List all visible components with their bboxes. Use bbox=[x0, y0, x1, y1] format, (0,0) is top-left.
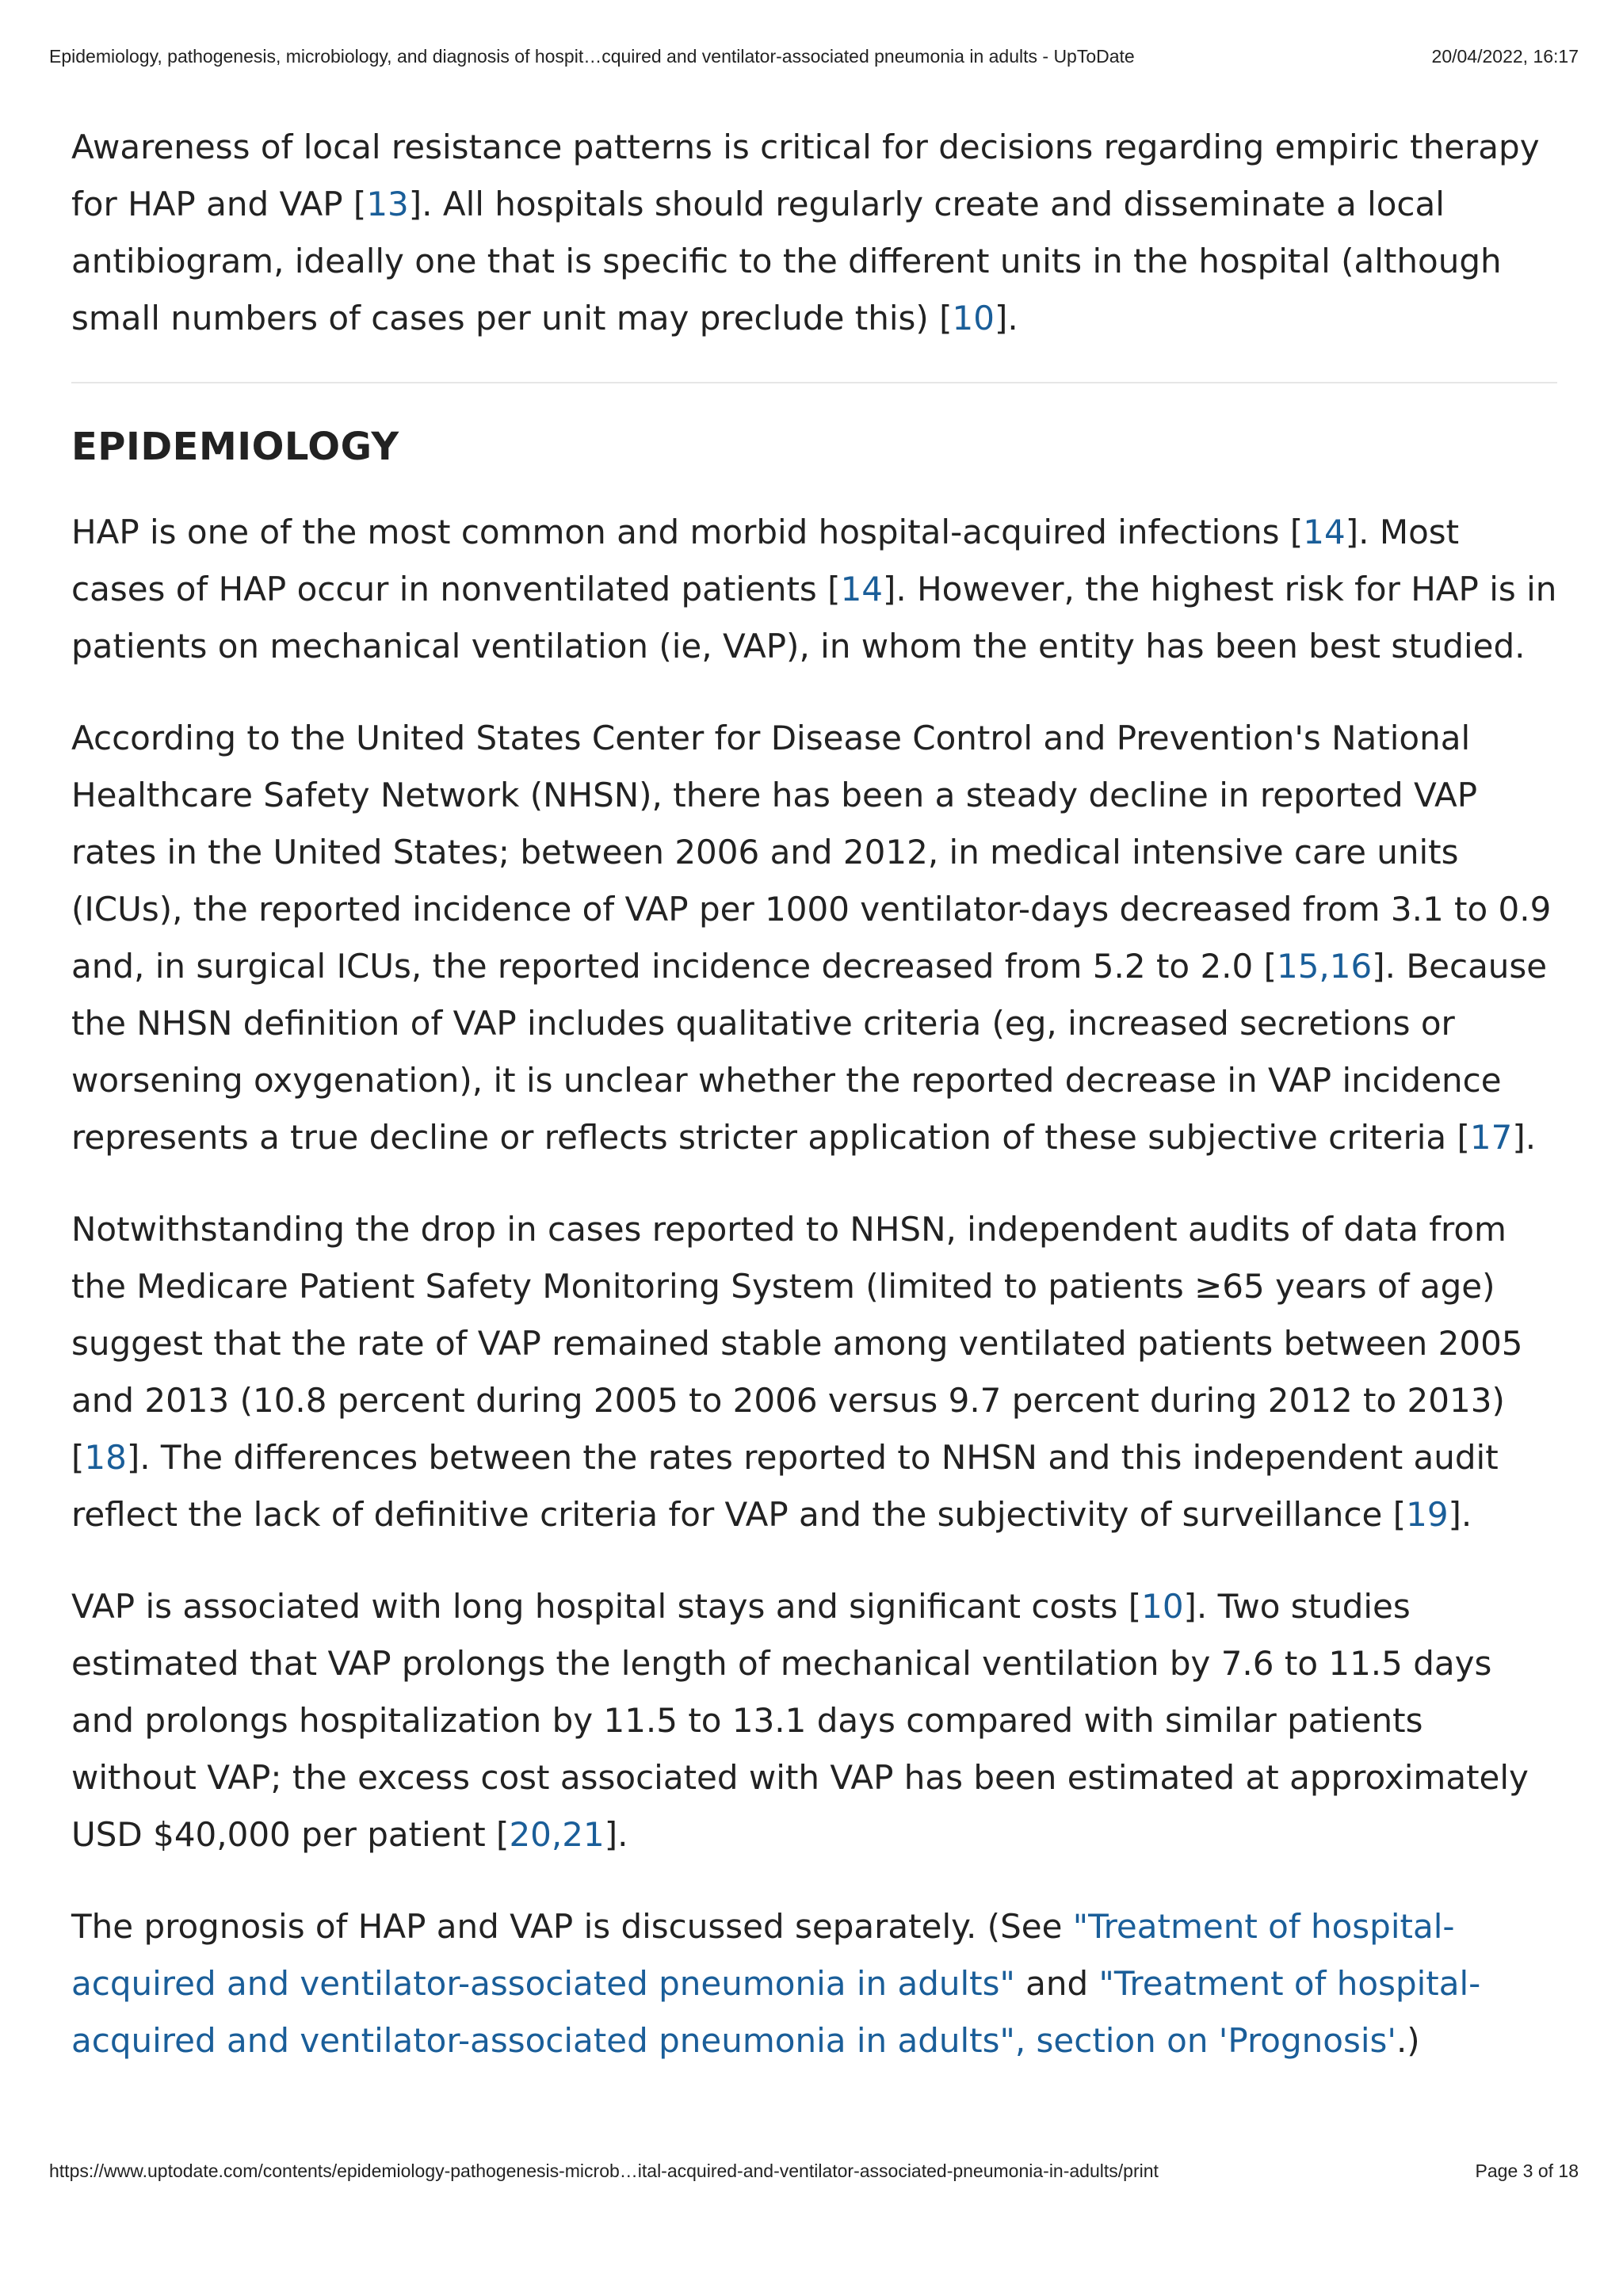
intro-paragraph bbox=[71, 119, 1557, 347]
print-header bbox=[49, 46, 1579, 67]
paragraph-text: ]. bbox=[994, 299, 1018, 338]
paragraph-text: .) bbox=[1396, 2021, 1420, 2060]
reference-link[interactable]: 14 bbox=[1303, 513, 1346, 551]
paragraph-text: ]. However, the highest risk for HAP is in patients on mechanical ventilation (ie, VAP), in whom the entity has been best studied. bbox=[71, 570, 1557, 666]
paragraph-text: According to the United States Center for Disease Control and Prevention's National Healthcare Safety Network (NHSN), there has been a steady decline in reported VAP rates in the United States; between 2006 and 2012, in medical intensive care units (ICUs), the reported incidence of VAP per 1000 ventilator-days decreased from 3.1 to 0.9 and, in surgical ICUs, the reported incidence decreased from 5.2 to 2.0 [ bbox=[71, 719, 1552, 986]
paragraph-text: ]. bbox=[604, 1815, 628, 1854]
reference-link[interactable]: 20,21 bbox=[509, 1815, 605, 1854]
epidemiology-paragraph-4 bbox=[71, 1578, 1557, 1863]
paragraph-text: ]. bbox=[1512, 1118, 1537, 1157]
paragraph-text: VAP is associated with long hospital stays and significant costs [ bbox=[71, 1587, 1142, 1626]
paragraph-text: ]. Most cases of HAP occur in nonventilated patients [ bbox=[71, 513, 1460, 608]
print-datetime: 20/04/2022, 16:17 bbox=[1431, 46, 1579, 67]
document-title: Epidemiology, pathogenesis, microbiology, and diagnosis of hospit…cquired and ventilator-associated pneumonia in adults - UpToDate bbox=[49, 46, 1135, 67]
section-heading-epidemiology: EPIDEMIOLOGY bbox=[71, 425, 399, 469]
reference-link[interactable]: 15,16 bbox=[1276, 947, 1373, 986]
paragraph-text: HAP is one of the most common and morbid hospital-acquired infections [ bbox=[71, 513, 1304, 551]
paragraph-text: and bbox=[1014, 1964, 1099, 2003]
reference-link[interactable]: 10 bbox=[952, 299, 995, 338]
page-number: Page 3 of 18 bbox=[1475, 2161, 1579, 2181]
reference-link[interactable]: 13 bbox=[366, 185, 409, 223]
reference-link[interactable]: 18 bbox=[84, 1438, 127, 1477]
reference-link[interactable]: 14 bbox=[840, 570, 884, 608]
topic-link-treatment[interactable]: "Treatment of hospital-acquired and ventilator-associated pneumonia in adults" bbox=[71, 1907, 1455, 2003]
epidemiology-paragraph-5 bbox=[71, 1898, 1557, 2069]
topic-link-prognosis[interactable]: "Treatment of hospital-acquired and ventilator-associated pneumonia in adults", section on 'Prognosis' bbox=[71, 1964, 1481, 2060]
section-divider bbox=[71, 382, 1557, 383]
reference-link[interactable]: 10 bbox=[1141, 1587, 1184, 1626]
print-footer bbox=[49, 2161, 1579, 2182]
epidemiology-paragraph-1 bbox=[71, 504, 1557, 675]
paragraph-text: ]. Because the NHSN definition of VAP includes qualitative criteria (eg, increased secretions or worsening oxygenation), it is unclear whether the reported decrease in VAP incidence represents a true decline or reflects stricter application of these subjective criteria [ bbox=[71, 947, 1548, 1157]
paragraph-text: The prognosis of HAP and VAP is discussed separately. (See bbox=[71, 1907, 1073, 1946]
paragraph-text: ]. The differences between the rates reported to NHSN and this independent audit reflect the lack of definitive criteria for VAP and the subjectivity of surveillance [ bbox=[71, 1438, 1499, 1534]
article-content bbox=[71, 119, 1557, 2104]
paragraph-text: Awareness of local resistance patterns is critical for decisions regarding empiric therapy for HAP and VAP [ bbox=[71, 128, 1540, 223]
reference-link[interactable]: 19 bbox=[1406, 1495, 1449, 1534]
paragraph-text: Notwithstanding the drop in cases reported to NHSN, independent audits of data from the Medicare Patient Safety Monitoring System (limited to patients ≥65 years of age) suggest that the rate of VAP remained stable among ventilated patients between 2005 and 2013 (10.8 percent during 2005 to 2006 versus 9.7 percent during 2012 to 2013) [ bbox=[71, 1210, 1523, 1477]
epidemiology-paragraph-2 bbox=[71, 710, 1557, 1166]
paragraph-text: ]. bbox=[1448, 1495, 1472, 1534]
paragraph-text: ]. Two studies estimated that VAP prolongs the length of mechanical ventilation by 7.6 to 11.5 days and prolongs hospitalization by 11.5 to 13.1 days compared with similar patients without VAP; the excess cost associated with VAP has been estimated at approximately USD $40,000 per patient [ bbox=[71, 1587, 1529, 1854]
reference-link[interactable]: 17 bbox=[1469, 1118, 1513, 1157]
paragraph-text: ]. All hospitals should regularly create and disseminate a local antibiogram, ideally one that is specific to the different units in the hospital (although small numbers of cases per unit may preclude this) [ bbox=[71, 185, 1502, 338]
page-url: https://www.uptodate.com/contents/epidemiology-pathogenesis-microb…ital-acquired-and-ventilator-associated-pneumonia-in-adults/print bbox=[49, 2161, 1159, 2181]
epidemiology-paragraph-3 bbox=[71, 1201, 1557, 1543]
